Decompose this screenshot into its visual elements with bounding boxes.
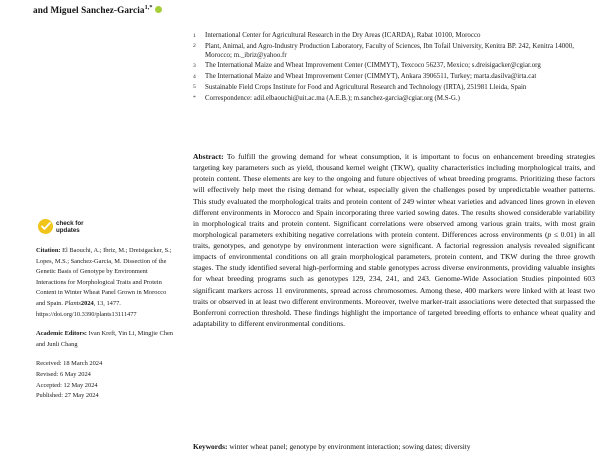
date-received: Received: 18 March 2024 — [36, 360, 103, 368]
check-for-updates-badge[interactable] — [38, 219, 84, 234]
correspondence-text: Correspondence: adil.elbaouchi@uit.ac.ma (A.E.B.); m.sanchez-garcia@cgiar.org (M.S-G.) — [205, 94, 460, 102]
date-published: Published: 27 May 2024 — [36, 392, 99, 400]
correspondence-item — [193, 94, 593, 104]
author-line — [33, 2, 463, 16]
affiliation-number: 3 — [193, 62, 196, 69]
keywords-line — [193, 441, 595, 452]
badge-label — [56, 220, 84, 234]
author-name: and Miguel Sanchez-Garcia — [33, 5, 145, 16]
date-revised: Revised: 6 May 2024 — [36, 370, 91, 378]
citation-text: El Baouchi, A.; Ibriz, M.; Dreisigacker, S.; Lopes, M.S.; Sanchez-Garcia, M. Dissection of the Genetic Basis of Genotype by Environment Interactions for Morphological Traits and Protein Content in Winter Wheat Panel Grown in Morocco and Spain. — [36, 247, 172, 307]
academic-editors-block — [36, 329, 176, 350]
citation-tail[interactable]: , 13, 1477. https://doi.org/10.3390/plants13111477 — [36, 299, 137, 318]
affiliations-list — [193, 31, 593, 104]
affiliation-text: Plant, Animal, and Agro-Industry Production Laboratory, Faculty of Sciences, Ibn Tofail University, Kenitra BP. 242, Kenitra 14000, Morocco; m._ibriz@yahoo.fr — [205, 42, 574, 60]
date-accepted: Accepted: 12 May 2024 — [36, 381, 98, 389]
affiliation-number: 5 — [193, 84, 196, 91]
editors-text: Ivan Kreft, Yin Li, Mingjie Chen and Junli Chang — [36, 330, 173, 348]
check-circle-icon — [38, 219, 53, 234]
abstract-text-part-1: To fulfill the growing demand for wheat consumption, it is important to focus on enhancement breeding strategies targeting key parameters such as yield, thousand kernel weight (TKW), quality characteristics including morphological traits, and protein content. These elements are key to the ongoing and future objectives of wheat breeding programs. Prioritizing these factors will effectively help meet the rising demand for wheat, especially given the challenges posed by unpredictable weather patterns. This study evaluated the morphological traits and protein content of 249 winter wheat varieties and advanced lines grown in eleven different environments in Morocco and Spain incorporating three varied sowing dates. The results showed considerable variability in morphological traits and protein content. Significant correlations were observed among various grain traits, with most grain morphological parameters exhibiting negative correlations with protein content. Differences across environments ( — [193, 152, 595, 239]
journal-name: Plants — [64, 299, 81, 307]
citation-block — [36, 246, 176, 320]
affiliation-item — [193, 61, 593, 71]
affiliation-item — [193, 72, 593, 82]
metadata-column — [36, 246, 176, 402]
affiliation-item — [193, 83, 593, 93]
affiliation-text: The International Maize and Wheat Improvement Center (CIMMYT), Texcoco 56237, Mexico; s.dreisigacker@cgiar.org — [205, 62, 541, 70]
affiliation-item — [193, 42, 593, 61]
correspondence-marker: * — [193, 95, 196, 102]
author-affil-marks: 1,* — [144, 4, 153, 11]
affiliation-number: 2 — [193, 43, 196, 50]
affiliation-number: 1 — [193, 32, 196, 39]
affiliation-item — [193, 31, 593, 41]
affiliation-number: 4 — [193, 73, 196, 80]
badge-line-2: updates — [56, 226, 80, 234]
orcid-icon[interactable] — [155, 6, 162, 13]
badge-line-1: check for — [56, 219, 84, 227]
publication-dates — [36, 359, 176, 401]
keywords-text: winter wheat panel; genotype by environment interaction; sowing dates; diversity — [227, 442, 471, 451]
citation-year: 2024 — [80, 299, 94, 307]
abstract-label: Abstract: — [193, 152, 224, 161]
editors-label: Academic Editors: — [36, 330, 87, 338]
affiliation-text: International Center for Agricultural Research in the Dry Areas (ICARDA), Rabat 10100, Morocco — [205, 32, 481, 39]
abstract-text-part-2: ≤ 0.01) in all traits, genotypes, and genotype by environment interaction were significant. A factorial regression analysis revealed significant impacts of environmental conditions on all grain morphological parameters, protein content, and TKW during the three growth stages. The study identified several high-performing and stable genotypes across diverse environments, providing valuable insights for wheat breeding programs such as genotypes 129, 234, 241, and 243. Genome-Wide Association Studies pinpointed 603 significant markers across 11 environments, spread across chromosomes. Among these, 400 markers were linked with at least two traits or observed in at least two different environments. Moreover, twelve marker-trait associations were detected that surpassed the Bonferroni correction threshold. These findings highlight the importance of targeted breeding efforts to enhance wheat quality and adaptability to different environmental conditions. — [193, 229, 595, 328]
keywords-label: Keywords: — [193, 442, 228, 451]
affiliation-text: The International Maize and Wheat Improvement Center (CIMMYT), Ankara 3906511, Turkey; marta.dasilva@irta.cat — [205, 73, 537, 81]
affiliation-text: Sustainable Field Crops Institute for Food and Agricultural Research and Technology (IRTA), 251981 Lleida, Spain — [205, 83, 527, 91]
abstract-p-value-symbol: p — [547, 229, 552, 239]
abstract-paragraph — [193, 151, 595, 329]
citation-label: Citation: — [36, 247, 61, 254]
